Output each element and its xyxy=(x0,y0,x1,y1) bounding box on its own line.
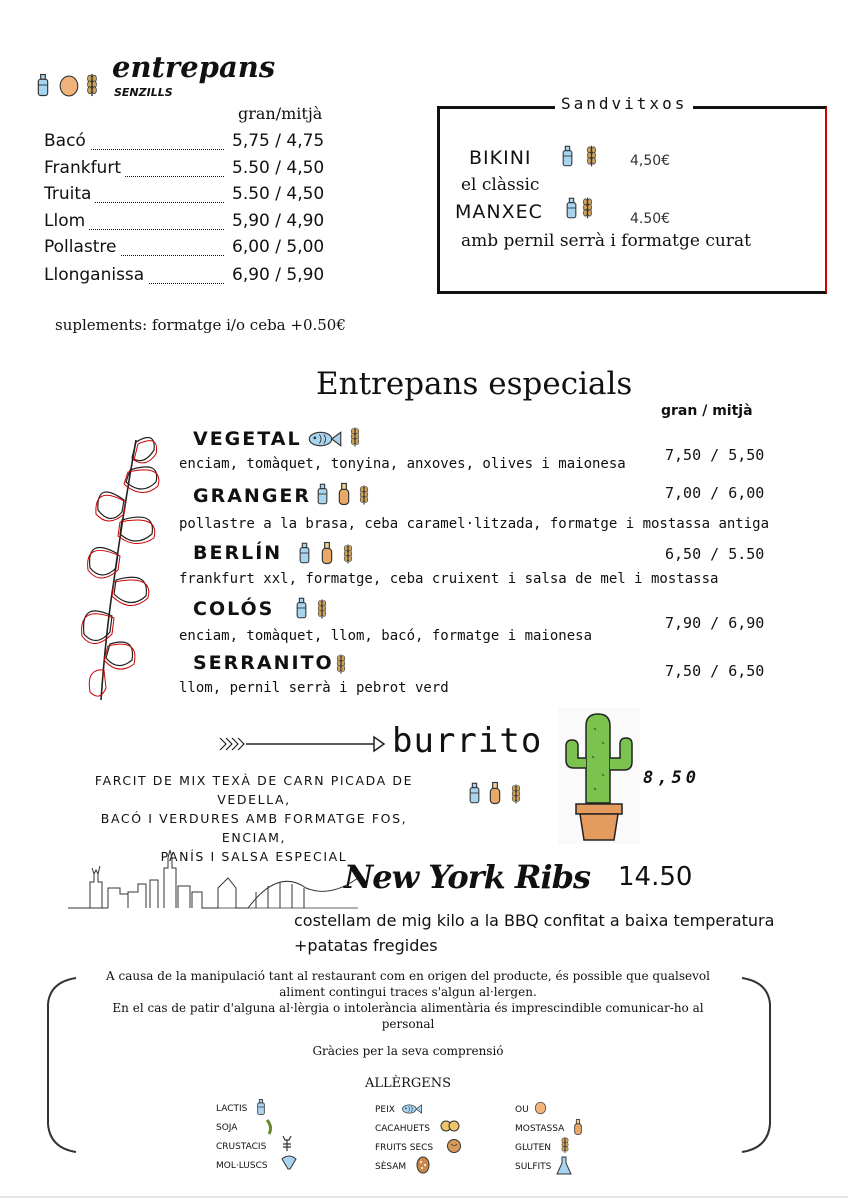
wheat-icon xyxy=(581,194,594,222)
especial-name: GRANGER xyxy=(193,485,312,507)
mustard-icon xyxy=(488,778,502,808)
sandwich-price: 4,50€ xyxy=(630,153,671,169)
wheat-icon xyxy=(358,481,370,509)
ribs-title: New York Ribs xyxy=(344,858,591,896)
menu-item xyxy=(44,184,344,210)
size-columns-label: gran/mitjà xyxy=(238,104,323,123)
item-name: Llonganissa xyxy=(44,265,148,285)
left-bracket-decoration xyxy=(40,974,80,1156)
notice-line: aliment contingui traces s'algun al·lergen. xyxy=(279,985,537,999)
sesame-icon xyxy=(415,1156,431,1174)
especial-desc: frankfurt xxl, formatge, ceba cruixent i salsa de mel i mostassa xyxy=(179,571,719,587)
allergen-label: MOSTASSA xyxy=(515,1124,565,1134)
page-bottom-divider xyxy=(0,1196,848,1198)
item-price: 5,75 / 4,75 xyxy=(232,131,325,151)
fish-icon xyxy=(401,1103,423,1115)
ribs-desc-extra: +patatas fregides xyxy=(294,936,438,955)
section-title-entrepans: entrepans xyxy=(112,50,276,84)
sandwich-price: 4.50€ xyxy=(630,211,671,227)
allergen-label: PEIX xyxy=(375,1105,395,1115)
ribs-desc: costellam de mig kilo a la BBQ confitat a baixa temperatura xyxy=(294,911,775,930)
notice-line: En el cas de patir d'alguna al·lèrgia o intolerància alimentària és imprescindible comunicar-ho al xyxy=(112,1001,704,1015)
allergen-label: OU xyxy=(515,1105,529,1115)
milk-icon xyxy=(561,142,574,170)
especial-price: 7,50 / 5,50 xyxy=(665,446,765,464)
crustacean-icon xyxy=(280,1134,294,1152)
fish-icon xyxy=(307,430,343,448)
size-columns-label: gran / mitjà xyxy=(661,403,753,419)
item-name: Bacó xyxy=(44,131,90,151)
allergen-label: SULFITS xyxy=(515,1162,552,1172)
wheat-icon xyxy=(85,70,99,100)
allergen-notice xyxy=(100,968,716,1032)
notice-line: A causa de la manipulació tant al restaurant com en origen del producte, és possible que qualsevol xyxy=(106,969,710,983)
item-price: 5.50 / 4,50 xyxy=(232,184,325,204)
item-name: Llom xyxy=(44,211,89,231)
milk-icon xyxy=(298,538,311,568)
milk-icon xyxy=(316,479,329,509)
right-bracket-decoration xyxy=(738,974,778,1156)
especial-desc: llom, pernil serrà i pebrot verd xyxy=(179,680,449,696)
item-price: 6,90 / 5,90 xyxy=(232,265,325,285)
menu-item xyxy=(44,131,344,157)
burrito-desc-line: PANÍS I SALSA ESPECIAL xyxy=(160,849,348,864)
allergen-label: CRUSTACIS xyxy=(216,1142,267,1152)
burrito-desc-line: FARCIT DE MIX TEXÀ DE CARN PICADA DE VEDELLA, xyxy=(94,773,414,807)
burrito-price: 8,50 xyxy=(643,768,700,788)
item-price: 5.50 / 4,50 xyxy=(232,158,325,178)
section-subtitle-senzills: SENZILLS xyxy=(114,86,173,99)
allergen-label: LACTIS xyxy=(216,1104,248,1114)
especial-desc: enciam, tomàquet, llom, bacó, formatge i maionesa xyxy=(179,628,593,644)
soy-icon xyxy=(264,1119,274,1135)
wheat-icon xyxy=(335,650,347,678)
allergen-label: GLUTEN xyxy=(515,1143,552,1153)
sandwich-desc: amb pernil serrà i formatge curat xyxy=(461,231,751,251)
allergen-label: CACAHUETS xyxy=(375,1124,430,1134)
especial-price: 7,00 / 6,00 xyxy=(665,484,765,502)
mustard-icon xyxy=(573,1117,583,1137)
allergens-title: ALLÈRGENS xyxy=(364,1076,452,1091)
ribs-price: 14.50 xyxy=(618,862,693,892)
wheat-icon xyxy=(560,1135,570,1155)
wheat-icon xyxy=(316,595,328,623)
wheat-icon xyxy=(585,142,598,170)
especial-price: 7,50 / 6,50 xyxy=(665,662,765,680)
notice-line: personal xyxy=(381,1017,435,1031)
allergen-label: SOJA xyxy=(216,1123,238,1133)
wheat-icon xyxy=(342,540,354,568)
peanut-icon xyxy=(440,1119,460,1133)
milk-icon xyxy=(36,70,50,100)
cactus-illustration xyxy=(558,708,640,844)
new-york-skyline-illustration xyxy=(68,848,358,912)
sulfite-flask-icon xyxy=(556,1156,572,1176)
mustard-icon xyxy=(320,538,334,568)
milk-icon xyxy=(256,1097,266,1117)
item-name: Pollastre xyxy=(44,237,121,257)
egg-icon xyxy=(534,1101,547,1115)
allergen-label: MOL·LUSCS xyxy=(216,1161,268,1171)
sandvitxos-box xyxy=(437,106,827,294)
menu-item xyxy=(44,211,344,237)
milk-icon xyxy=(468,778,481,808)
mustard-icon xyxy=(337,479,351,509)
burrito-title: burrito xyxy=(392,721,543,761)
menu-item xyxy=(44,158,344,184)
burrito-desc-line: BACÓ I VERDURES AMB FORMATGE FOS, ENCIAM, xyxy=(100,811,408,845)
wheat-icon xyxy=(349,424,361,450)
item-price: 6,00 / 5,00 xyxy=(232,237,325,257)
allergen-label: SÈSAM xyxy=(375,1162,407,1172)
especial-name: BERLÍN xyxy=(193,542,283,564)
item-name: Truita xyxy=(44,184,95,204)
milk-icon xyxy=(565,194,578,222)
thanks-note: Gràcies per la seva comprensió xyxy=(312,1044,504,1058)
milk-icon xyxy=(295,593,308,623)
menu-item xyxy=(44,265,344,291)
especial-price: 7,90 / 6,90 xyxy=(665,614,765,632)
mollusc-icon xyxy=(280,1155,298,1171)
menu-item xyxy=(44,237,344,263)
arrow-icon xyxy=(216,734,388,754)
especial-desc: pollastre a la brasa, ceba caramel·litzada, formatge i mostassa antiga xyxy=(179,516,770,532)
sandwich-name-bikini: BIKINI xyxy=(469,147,532,169)
leaf-branch-illustration xyxy=(66,430,166,706)
item-name: Frankfurt xyxy=(44,158,125,178)
especial-desc: enciam, tomàquet, tonyina, anxoves, olives i maionesa xyxy=(179,456,626,472)
egg-icon xyxy=(58,74,80,98)
supplements-note: suplements: formatge i/o ceba +0.50€ xyxy=(55,316,346,334)
item-price: 5,90 / 4,90 xyxy=(232,211,325,231)
section-title-especials: Entrepans especials xyxy=(316,366,633,402)
especial-name: VEGETAL xyxy=(193,428,302,450)
especial-name: COLÓS xyxy=(193,598,275,620)
wheat-icon xyxy=(510,780,522,808)
allergen-label: FRUITS SECS xyxy=(375,1143,434,1153)
especial-price: 6,50 / 5.50 xyxy=(665,545,765,563)
sandwich-name-manxec: MANXEC xyxy=(455,201,543,223)
nut-icon xyxy=(446,1138,462,1154)
sandvitxos-title: Sandvitxos xyxy=(555,94,693,113)
especial-name: SERRANITO xyxy=(193,652,334,674)
sandwich-desc: el clàssic xyxy=(461,175,540,195)
